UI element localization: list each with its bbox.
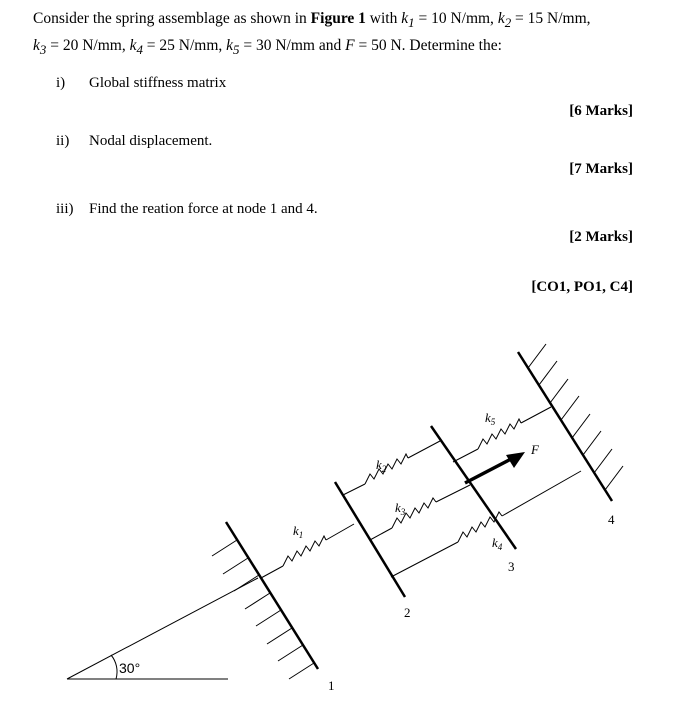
problem-line-1: Consider the spring assemblage as shown in Figure 1 with $k_1 = 10$ N/mm, $k_2 = 15$ N/mm,	[33, 10, 591, 31]
spring-label-k1: $k_1$	[293, 523, 304, 540]
node-label-3: 3	[508, 559, 515, 574]
force-arrow-shaft	[465, 459, 511, 483]
figure-reference: Figure 1	[310, 10, 366, 27]
node-label-4: 4	[608, 512, 615, 527]
node-1-hatching	[212, 540, 314, 679]
spring-k4	[391, 471, 581, 577]
spring-label-k3: $k_3$	[395, 500, 406, 517]
node-label-1: 1	[328, 678, 335, 693]
question-2: ii) Nodal displacement.	[56, 133, 213, 149]
node-label-2: 2	[404, 605, 411, 620]
node-4-hatching	[528, 344, 623, 490]
node-1-wall	[226, 522, 318, 669]
problem-line-2: $k_3 = 20$ N/mm, $k_4 = 25$ N/mm, $k_5 = 30$ N/mm and F = 50 N. Determine the:	[33, 37, 502, 58]
spring-k3	[370, 485, 470, 540]
node-4-wall	[518, 352, 612, 501]
question-3-marks: [2 Marks]	[569, 229, 633, 245]
question-1: i) Global stiffness matrix	[56, 75, 227, 91]
node-3-bar	[431, 426, 516, 549]
spring-k1	[261, 524, 354, 578]
incline-reference-line	[67, 578, 258, 679]
question-1-marks: [6 Marks]	[569, 103, 633, 119]
angle-arc	[111, 655, 117, 679]
question-2-marks: [7 Marks]	[569, 161, 633, 177]
spring-label-k2: $k_2$	[376, 457, 387, 474]
spring-k2	[343, 441, 440, 495]
angle-label: 30°	[119, 660, 141, 676]
force-label: F	[531, 442, 539, 457]
spring-label-k4: $k_4$	[492, 535, 503, 552]
spring-label-k5: $k_5$	[485, 410, 496, 427]
question-3: iii) Find the reation force at node 1 and 4.	[56, 201, 318, 217]
course-outcomes: [CO1, PO1, C4]	[531, 279, 633, 295]
